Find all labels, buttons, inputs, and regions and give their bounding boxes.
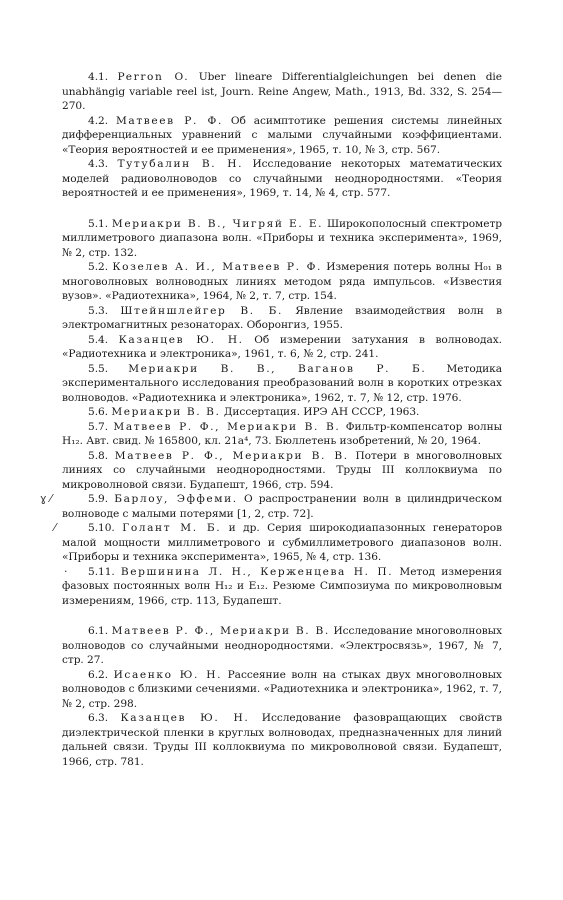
reference-item [62, 565, 502, 609]
reference-text: Широкополосный спектрометр миллиметрового диапазона волн. «Приборы и техника эксперимента», 1969, № 2, стр. 132. [62, 217, 502, 259]
reference-text: Диссертация. ИРЭ АН СССР, 1963. [223, 406, 420, 418]
reference-group-6 [62, 624, 502, 769]
reference-text: Исследование фазовращающих свойств диэлектрической пленки в круглых волноводах, предназначенных для линий дальней связи. Труды III коллоквиума по микроволновой связи. Будапешт, 1966, стр. 781. [62, 712, 503, 768]
reference-text: и др. Серия широкодиапазонных генераторов малой мощности миллиметрового и субмиллиметрового диапазонов волн. «Приборы и техника эксперимента», 1965, № 4, стр. 136. [62, 522, 502, 563]
reference-author: Тутубалин В. Н. [117, 158, 244, 170]
reference-author: Мериакри В. В., Ваганов Р. Б. [128, 362, 427, 375]
reference-author: Барлоу, Эффеми. [114, 493, 238, 505]
reference-author: Мериакри В. В. [111, 406, 221, 418]
reference-text: Об измерении затухания в волноводах. «Радиотехника и электроника», 1961, т. 6, № 2, стр. 241. [62, 333, 502, 360]
reference-group-5 [40, 217, 502, 609]
reference-item [54, 521, 502, 565]
reference-item [62, 420, 502, 449]
reference-author: Исаенко Ю. Н. [113, 668, 223, 681]
reference-number: 5.9. [88, 493, 109, 505]
reference-text: Потери в многоволновых линиях со случайными неоднородностями. Труды III коллоквиума по микроволновой связи. Будапешт, 1966, стр. 594. [62, 449, 502, 491]
reference-item [62, 362, 502, 406]
reference-item [62, 70, 502, 114]
reference-text: Явление взаимодействия волн в электромагнитных резонаторах. Оборонгиз, 1955. [62, 304, 502, 331]
reference-number: 5.4. [88, 333, 109, 346]
reference-author: Казанцев Ю. Н. [120, 712, 250, 724]
reference-author: Матвеев Р. Ф., Мериакри В. В. [114, 449, 349, 462]
reference-text: Методика экспериментального исследования преобразований волн в коротких отрезках волноводов. «Радиотехника и электроника», 1962, т. 7, № 12, стр. 1976. [62, 362, 502, 404]
reference-text: Uber lineare Differentialgleichungen bei denen die unabhängig variable reel ist, Journ. Reine Angew, Math., 1913, Bd. 332, S. 254—270. [62, 71, 502, 112]
reference-text: О распространении волн в цилиндрическом волноводе с малыми потерями [1, 2, стр. 72]. [62, 493, 502, 520]
reference-text: Рассеяние волн на стыках двух многоволновых волноводов с близкими сечениями. «Радиотехника и электроника», 1962, т. 7, № 2, стр. 298. [62, 668, 502, 710]
reference-text: Измерения потерь волны H₀₁ в многоволновых волноводных линиях методом ряда импульсов. «Известия вузов». «Радиотехника», 1964, № 2, т. 7, стр. 154. [62, 261, 502, 302]
reference-text: Фильтр-компенсатор волны H₁₂. Авт. свид. № 165800, кл. 21a⁴, 73. Бюллетень изобретений, № 20, 1964. [62, 420, 502, 447]
reference-number: 5.3. [88, 304, 109, 317]
reference-item [62, 711, 502, 769]
reference-text: Исследование многоволновых волноводов со случайными неоднородностями. «Электросвязь», 1967, № 7, стр. 27. [62, 625, 502, 666]
reference-item [62, 157, 502, 201]
reference-author: Матвеев Р. Ф. [115, 114, 223, 127]
reference-number: 6.1. [88, 625, 109, 637]
reference-number: 5.7. [88, 420, 109, 433]
reference-text: Исследование некоторых математических моделей радиоволноводов со случайными неоднородностями. «Теория вероятностей и ее применения», 1969, т. 14, № 4, стр. 577. [62, 158, 503, 199]
reference-item [62, 449, 502, 493]
reference-author: Козелев А. И., Матвеев Р. Ф. [112, 261, 322, 273]
reference-item [62, 304, 502, 333]
reference-number: 4.3. [88, 158, 109, 170]
reference-author: Perron O. [117, 71, 190, 83]
margin-annotation: · [64, 564, 68, 578]
reference-item [62, 333, 502, 362]
reference-number: 4.2. [88, 114, 109, 127]
reference-list [40, 70, 503, 769]
reference-author: Штейншлейгер В. Б. [120, 304, 283, 317]
reference-author: Казанцев Ю. Н. [118, 333, 244, 346]
reference-number: 6.3. [88, 712, 109, 724]
reference-number: 5.11. [88, 565, 115, 578]
reference-item [62, 114, 502, 158]
reference-author: Матвеев Р. Ф., Мериакри В. В. [111, 625, 330, 637]
reference-number: 5.1. [88, 217, 109, 230]
reference-author: Вершинина Л. Н., Керженцева Н. П. [120, 565, 394, 578]
reference-text: Метод измерения фазовых постоянных волн H₁₂ и E₁₂. Резюме Симпозиума по микроволновым измерениям, 1966, стр. 113, Будапешт. [62, 565, 502, 607]
reference-number: 4.1. [88, 71, 109, 83]
reference-author: Голант М. Б. [122, 522, 222, 534]
reference-author: Матвеев Р. Ф., Мериакри В. В. [113, 420, 341, 433]
reference-author: Мериакри В. В., Чигряй Е. Е. [111, 217, 324, 230]
reference-item [62, 217, 502, 261]
reference-item [40, 492, 502, 521]
reference-number: 5.6. [88, 406, 109, 418]
reference-number: 6.2. [88, 668, 109, 681]
reference-item [62, 668, 502, 712]
reference-group-4 [62, 70, 502, 201]
margin-annotation: ⁄ [54, 521, 56, 534]
reference-number: 5.2. [88, 261, 109, 273]
reference-number: 5.10. [88, 522, 115, 534]
reference-item [62, 405, 502, 420]
reference-item [62, 260, 502, 304]
reference-text: Об асимптотике решения системы линейных дифференциальных уравнений с малыми случайными коэффициентами. «Теория вероятностей и ее применения», 1965, т. 10, № 3, стр. 567. [62, 114, 502, 156]
reference-number: 5.5. [88, 362, 109, 375]
reference-number: 5.8. [88, 449, 109, 462]
reference-item [62, 624, 502, 668]
margin-annotation: ɣ ⁄ [40, 492, 52, 505]
